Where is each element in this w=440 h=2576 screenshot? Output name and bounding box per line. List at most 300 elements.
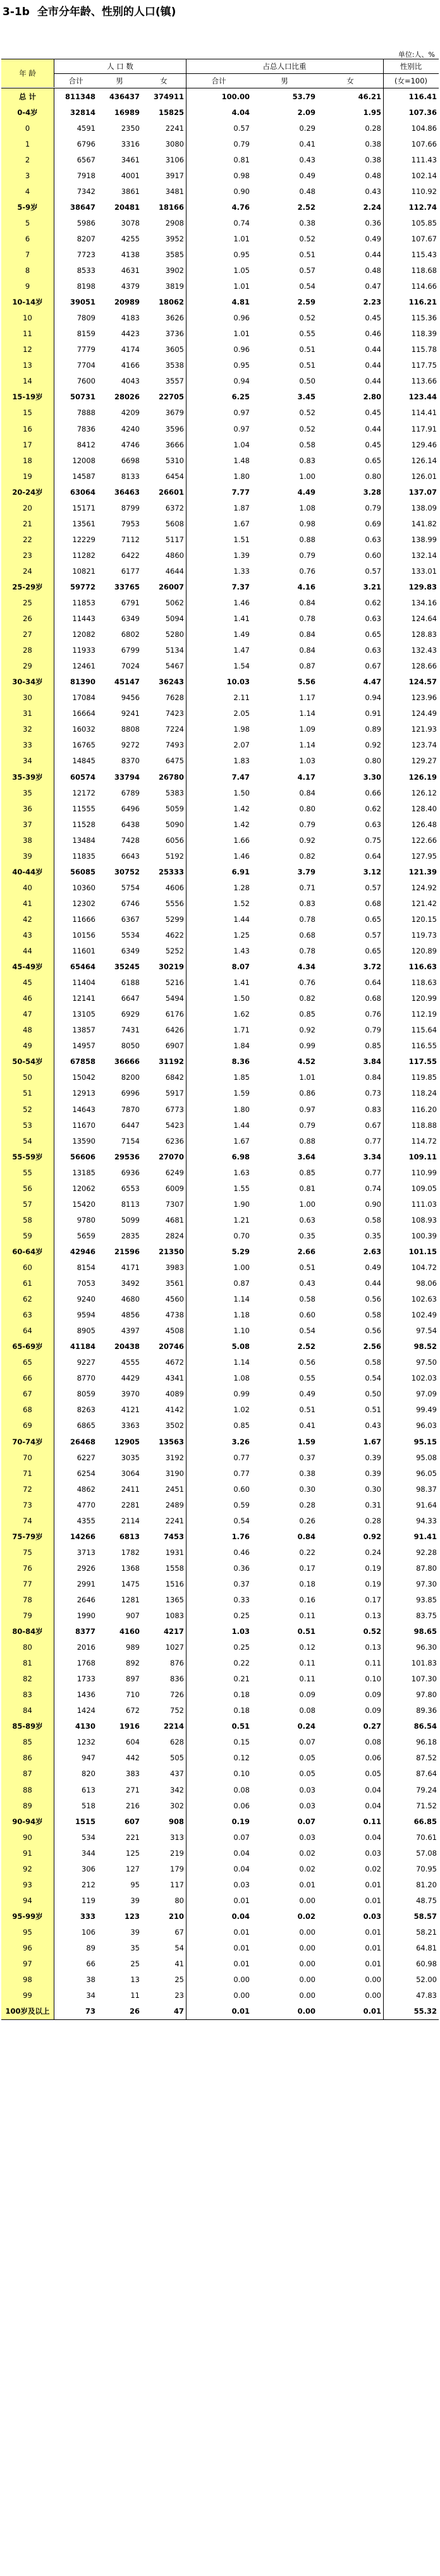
cell-pop-female: 313 xyxy=(170,1832,184,1842)
cell-pop-female: 2451 xyxy=(165,1484,184,1494)
cell-pop-female: 4738 xyxy=(165,1310,184,1320)
cell-prop-male: 0.78 xyxy=(299,946,315,956)
table-row xyxy=(1,1291,439,1307)
cell-pop-total: 7836 xyxy=(76,424,95,433)
cell-sex-ratio: 129.46 xyxy=(411,440,437,449)
cell-prop-total: 1.84 xyxy=(233,1041,250,1051)
cell-pop-total: 8905 xyxy=(76,1326,95,1336)
cell-prop-male: 0.71 xyxy=(299,883,315,892)
row-age-label: 68 xyxy=(1,1402,54,1418)
cell-prop-female: 0.63 xyxy=(365,614,381,624)
cell-pop-female: 752 xyxy=(170,1706,184,1715)
cell-sex-ratio: 132.14 xyxy=(411,550,437,560)
cell-prop-total: 5.08 xyxy=(231,1342,250,1351)
row-age-label: 30 xyxy=(1,690,54,706)
cell-prop-total: 1.00 xyxy=(233,1262,250,1272)
table-row xyxy=(1,1513,439,1528)
row-age-label: 14 xyxy=(1,373,54,389)
cell-pop-total: 1424 xyxy=(76,1706,95,1715)
cell-prop-total: 1.18 xyxy=(233,1310,250,1320)
cell-prop-total: 1.44 xyxy=(233,1120,250,1130)
cell-sex-ratio: 97.80 xyxy=(416,1690,437,1700)
cell-prop-female: 0.80 xyxy=(365,471,381,481)
cell-prop-male: 0.55 xyxy=(299,1374,315,1383)
cell-pop-female: 5192 xyxy=(165,851,184,861)
table-row xyxy=(1,231,439,246)
cell-pop-total: 16032 xyxy=(72,725,95,734)
cell-pop-female: 54 xyxy=(174,1944,184,1952)
cell-prop-female: 4.47 xyxy=(363,677,381,687)
cell-prop-total: 1.50 xyxy=(233,994,250,1003)
cell-sex-ratio: 133.01 xyxy=(411,566,437,576)
table-body xyxy=(1,88,439,2019)
row-age-label: 72 xyxy=(1,1481,54,1497)
cell-pop-total: 13185 xyxy=(72,1168,95,1177)
cell-pop-female: 6842 xyxy=(165,1073,184,1082)
cell-pop-male: 6438 xyxy=(121,819,140,829)
cell-prop-female: 0.28 xyxy=(365,1516,381,1525)
cell-pop-female: 437 xyxy=(170,1769,184,1779)
cell-prop-total: 0.22 xyxy=(233,1659,250,1668)
cell-sex-ratio: 138.99 xyxy=(411,535,437,544)
cell-prop-male: 0.97 xyxy=(299,1104,315,1114)
cell-pop-male: 4166 xyxy=(121,361,140,370)
row-age-label: 95 xyxy=(1,1924,54,1940)
row-age-label: 15 xyxy=(1,405,54,421)
cell-prop-female: 0.19 xyxy=(365,1563,381,1573)
cell-pop-total: 306 xyxy=(82,1864,95,1873)
row-age-label: 13 xyxy=(1,358,54,373)
cell-prop-male: 0.41 xyxy=(299,139,315,148)
table-row xyxy=(1,1687,439,1703)
cell-pop-female: 30219 xyxy=(158,962,184,972)
cell-prop-female: 0.09 xyxy=(365,1706,381,1715)
cell-prop-female: 0.36 xyxy=(365,218,381,227)
cell-pop-female: 25 xyxy=(174,1975,184,1985)
cell-pop-male: 4240 xyxy=(121,424,140,433)
table-row xyxy=(1,136,439,152)
cell-prop-male: 4.16 xyxy=(297,582,315,591)
row-age-label: 45-49岁 xyxy=(1,959,54,975)
table-row xyxy=(1,1054,439,1070)
cell-pop-total: 17084 xyxy=(72,693,95,703)
cell-sex-ratio: 116.21 xyxy=(408,298,437,307)
cell-pop-female: 5299 xyxy=(165,914,184,924)
cell-prop-male: 0.84 xyxy=(299,788,315,797)
population-table xyxy=(1,59,439,2019)
cell-pop-male: 6936 xyxy=(121,1168,140,1177)
cell-pop-male: 4171 xyxy=(121,1262,140,1272)
cell-prop-female: 0.05 xyxy=(365,1769,381,1779)
cell-sex-ratio: 96.03 xyxy=(416,1421,437,1430)
cell-prop-total: 1.47 xyxy=(233,646,250,655)
cell-prop-female: 3.30 xyxy=(363,772,381,782)
cell-pop-total: 3713 xyxy=(76,1547,95,1557)
cell-prop-male: 0.88 xyxy=(299,1136,315,1146)
cell-prop-total: 0.03 xyxy=(233,1880,250,1889)
table-row xyxy=(1,864,439,880)
cell-pop-male: 1368 xyxy=(121,1563,140,1573)
cell-prop-total: 0.77 xyxy=(233,1453,250,1462)
row-age-label: 5-9岁 xyxy=(1,199,54,215)
cell-prop-male: 0.05 xyxy=(299,1753,315,1763)
cell-prop-male: 2.66 xyxy=(297,1247,315,1256)
cell-prop-female: 0.54 xyxy=(365,1374,381,1383)
cell-prop-male: 0.99 xyxy=(299,1041,315,1051)
cell-prop-female: 0.92 xyxy=(363,1532,381,1541)
cell-pop-total: 11443 xyxy=(72,614,95,624)
header-age: 年 龄 xyxy=(1,59,54,87)
row-age-label: 11 xyxy=(1,326,54,342)
cell-pop-female: 31192 xyxy=(158,1057,184,1067)
cell-pop-male: 607 xyxy=(124,1817,140,1826)
cell-prop-total: 1.01 xyxy=(233,234,250,243)
cell-prop-total: 1.46 xyxy=(233,598,250,608)
cell-prop-total: 1.03 xyxy=(231,1627,250,1636)
table-row xyxy=(1,1007,439,1022)
cell-prop-total: 0.99 xyxy=(233,1389,250,1399)
cell-prop-total: 100.00 xyxy=(221,92,250,101)
cell-pop-male: 39 xyxy=(130,1927,140,1937)
cell-pop-female: 4217 xyxy=(163,1627,184,1636)
cell-pop-female: 342 xyxy=(170,1785,184,1794)
cell-prop-female: 2.56 xyxy=(363,1342,381,1351)
table-row xyxy=(1,405,439,421)
table-row xyxy=(1,658,439,674)
cell-pop-male: 4397 xyxy=(121,1326,140,1336)
cell-prop-male: 0.58 xyxy=(299,440,315,449)
table-row xyxy=(1,1766,439,1782)
row-age-label: 26 xyxy=(1,611,54,627)
cell-prop-total: 0.01 xyxy=(233,1944,250,1952)
cell-prop-male: 0.00 xyxy=(299,1959,315,1969)
cell-pop-male: 6496 xyxy=(121,804,140,813)
cell-sex-ratio: 121.39 xyxy=(408,867,437,876)
cell-prop-female: 0.58 xyxy=(365,1310,381,1320)
cell-prop-total: 1.50 xyxy=(233,788,250,797)
header-row-1 xyxy=(1,59,439,78)
cell-pop-female: 13563 xyxy=(158,1437,184,1446)
cell-prop-male: 0.92 xyxy=(299,835,315,845)
cell-pop-female: 6907 xyxy=(165,1041,184,1051)
table-row xyxy=(1,674,439,690)
cell-prop-male: 0.09 xyxy=(299,1690,315,1700)
row-age-label: 5 xyxy=(1,215,54,231)
cell-pop-female: 26007 xyxy=(158,582,184,591)
cell-sex-ratio: 91.64 xyxy=(416,1500,437,1509)
table-row xyxy=(1,1117,439,1133)
cell-prop-female: 0.63 xyxy=(365,535,381,544)
cell-pop-total: 1768 xyxy=(76,1659,95,1668)
cell-pop-female: 7628 xyxy=(165,693,184,703)
cell-pop-male: 35245 xyxy=(114,962,140,972)
table-row xyxy=(1,1560,439,1576)
cell-prop-male: 0.76 xyxy=(299,978,315,988)
cell-pop-female: 47 xyxy=(173,2007,184,2016)
cell-prop-male: 0.49 xyxy=(299,1389,315,1399)
cell-prop-male: 0.52 xyxy=(299,424,315,433)
header-population: 人 口 数 xyxy=(107,62,133,71)
row-age-label: 39 xyxy=(1,848,54,864)
cell-prop-total: 1.05 xyxy=(233,266,250,275)
cell-pop-male: 383 xyxy=(126,1769,140,1779)
cell-prop-female: 3.84 xyxy=(363,1057,381,1067)
cell-pop-male: 3078 xyxy=(121,218,140,227)
row-age-label: 40 xyxy=(1,880,54,895)
row-age-label: 70 xyxy=(1,1449,54,1465)
header-prop-total: 合计 xyxy=(211,76,226,85)
cell-pop-female: 5310 xyxy=(165,456,184,465)
row-age-label: 79 xyxy=(1,1608,54,1624)
row-age-label: 8 xyxy=(1,263,54,279)
header-prop-female: 女 xyxy=(346,76,354,85)
table-row xyxy=(1,104,439,120)
cell-pop-female: 374911 xyxy=(153,92,184,101)
cell-pop-male: 6349 xyxy=(121,946,140,956)
cell-sex-ratio: 126.48 xyxy=(411,819,437,829)
cell-pop-male: 7154 xyxy=(121,1136,140,1146)
cell-prop-female: 0.01 xyxy=(365,1880,381,1889)
cell-pop-female: 1558 xyxy=(165,1563,184,1573)
cell-pop-total: 13484 xyxy=(72,835,95,845)
cell-pop-total: 89 xyxy=(86,1944,95,1952)
cell-prop-male: 0.37 xyxy=(299,1453,315,1462)
table-row xyxy=(1,563,439,579)
cell-sex-ratio: 129.83 xyxy=(408,582,437,591)
cell-prop-male: 1.08 xyxy=(299,503,315,512)
cell-pop-male: 13 xyxy=(130,1975,140,1985)
cell-sex-ratio: 121.93 xyxy=(411,725,437,734)
header-pop-male: 男 xyxy=(116,76,123,85)
cell-prop-female: 0.13 xyxy=(365,1643,381,1652)
cell-sex-ratio: 119.85 xyxy=(411,1073,437,1082)
cell-pop-female: 22705 xyxy=(158,392,184,402)
cell-sex-ratio: 98.65 xyxy=(413,1627,437,1636)
cell-pop-male: 4555 xyxy=(121,1358,140,1367)
table-row xyxy=(1,722,439,737)
table-row xyxy=(1,1149,439,1164)
cell-prop-total: 0.18 xyxy=(233,1706,250,1715)
cell-sex-ratio: 102.14 xyxy=(411,171,437,180)
cell-prop-male: 0.12 xyxy=(299,1643,315,1652)
cell-prop-female: 0.69 xyxy=(365,519,381,528)
cell-prop-female: 0.56 xyxy=(365,1326,381,1336)
cell-sex-ratio: 120.15 xyxy=(411,914,437,924)
row-age-label: 66 xyxy=(1,1370,54,1386)
table-row xyxy=(1,358,439,373)
cell-pop-male: 2411 xyxy=(121,1484,140,1494)
table-row xyxy=(1,1845,439,1861)
cell-pop-total: 56085 xyxy=(70,867,95,876)
cell-sex-ratio: 108.93 xyxy=(411,1215,437,1225)
cell-pop-total: 7918 xyxy=(76,171,95,180)
cell-prop-female: 2.63 xyxy=(363,1247,381,1256)
cell-pop-total: 820 xyxy=(82,1769,95,1779)
cell-prop-total: 1.01 xyxy=(233,329,250,339)
cell-pop-female: 5280 xyxy=(165,630,184,639)
cell-sex-ratio: 109.11 xyxy=(408,1152,437,1161)
cell-pop-male: 2281 xyxy=(121,1500,140,1509)
cell-prop-male: 0.11 xyxy=(299,1659,315,1668)
table-row xyxy=(1,531,439,547)
table-row xyxy=(1,1924,439,1940)
cell-prop-total: 0.36 xyxy=(233,1563,250,1573)
cell-prop-female: 0.02 xyxy=(365,1864,381,1873)
cell-pop-female: 2489 xyxy=(165,1500,184,1509)
cell-prop-female: 0.56 xyxy=(365,1295,381,1304)
cell-sex-ratio: 91.41 xyxy=(413,1532,437,1541)
cell-sex-ratio: 123.96 xyxy=(411,693,437,703)
cell-pop-male: 1782 xyxy=(121,1547,140,1557)
cell-pop-total: 518 xyxy=(82,1801,95,1810)
cell-pop-male: 1281 xyxy=(121,1595,140,1604)
cell-pop-female: 27070 xyxy=(158,1152,184,1161)
table-row xyxy=(1,547,439,563)
cell-pop-female: 4142 xyxy=(165,1405,184,1415)
cell-prop-total: 0.33 xyxy=(233,1595,250,1604)
table-row xyxy=(1,1070,439,1085)
cell-prop-male: 0.55 xyxy=(299,329,315,339)
cell-prop-male: 0.02 xyxy=(297,1911,315,1921)
row-age-label: 93 xyxy=(1,1877,54,1892)
cell-pop-total: 11933 xyxy=(72,646,95,655)
cell-pop-male: 442 xyxy=(126,1753,140,1763)
cell-pop-female: 6773 xyxy=(165,1104,184,1114)
cell-pop-total: 4591 xyxy=(76,123,95,133)
cell-pop-male: 3064 xyxy=(121,1468,140,1478)
cell-prop-male: 0.80 xyxy=(299,804,315,813)
cell-sex-ratio: 58.57 xyxy=(413,1911,437,1921)
cell-pop-female: 2908 xyxy=(165,218,184,227)
table-row xyxy=(1,120,439,136)
cell-prop-male: 0.54 xyxy=(299,282,315,291)
cell-prop-female: 0.17 xyxy=(365,1595,381,1604)
cell-pop-female: 5917 xyxy=(165,1089,184,1098)
cell-pop-female: 5094 xyxy=(165,614,184,624)
cell-sex-ratio: 124.64 xyxy=(411,614,437,624)
cell-prop-male: 4.52 xyxy=(297,1057,315,1067)
cell-prop-total: 1.62 xyxy=(233,1010,250,1019)
cell-pop-female: 179 xyxy=(170,1864,184,1873)
cell-pop-total: 8770 xyxy=(76,1374,95,1383)
row-age-label: 2 xyxy=(1,152,54,167)
row-age-label: 94 xyxy=(1,1892,54,1908)
cell-sex-ratio: 87.52 xyxy=(416,1753,437,1763)
cell-pop-female: 7453 xyxy=(163,1532,184,1541)
cell-pop-total: 344 xyxy=(82,1848,95,1858)
cell-pop-female: 3736 xyxy=(165,329,184,339)
cell-prop-male: 0.79 xyxy=(299,1120,315,1130)
cell-prop-total: 8.36 xyxy=(231,1057,250,1067)
row-age-label: 83 xyxy=(1,1687,54,1703)
cell-prop-female: 0.67 xyxy=(365,1120,381,1130)
cell-pop-male: 5099 xyxy=(121,1215,140,1225)
cell-prop-total: 0.59 xyxy=(233,1500,250,1509)
cell-sex-ratio: 87.64 xyxy=(416,1769,437,1779)
cell-prop-total: 4.81 xyxy=(231,298,250,307)
table-row xyxy=(1,737,439,753)
row-age-label: 56 xyxy=(1,1180,54,1196)
cell-pop-male: 6647 xyxy=(121,994,140,1003)
cell-prop-male: 0.29 xyxy=(299,123,315,133)
cell-prop-female: 0.74 xyxy=(365,1183,381,1193)
cell-pop-male: 3461 xyxy=(121,155,140,164)
cell-sex-ratio: 81.20 xyxy=(416,1880,437,1889)
cell-pop-total: 8059 xyxy=(76,1389,95,1399)
cell-prop-total: 0.87 xyxy=(233,1279,250,1288)
row-age-label: 97 xyxy=(1,1956,54,1972)
cell-prop-male: 0.02 xyxy=(299,1864,315,1873)
table-row xyxy=(1,1259,439,1275)
cell-pop-total: 6227 xyxy=(76,1453,95,1462)
row-age-label: 32 xyxy=(1,722,54,737)
table-row xyxy=(1,2004,439,2019)
cell-prop-male: 0.83 xyxy=(299,898,315,908)
cell-prop-male: 0.38 xyxy=(299,1468,315,1478)
cell-prop-female: 0.47 xyxy=(365,282,381,291)
cell-sex-ratio: 121.42 xyxy=(411,898,437,908)
cell-sex-ratio: 92.28 xyxy=(416,1547,437,1557)
cell-prop-male: 1.17 xyxy=(299,693,315,703)
cell-sex-ratio: 132.43 xyxy=(411,646,437,655)
cell-pop-total: 7342 xyxy=(76,186,95,196)
cell-prop-total: 0.51 xyxy=(231,1722,250,1731)
cell-pop-total: 7779 xyxy=(76,345,95,354)
cell-prop-male: 0.22 xyxy=(299,1547,315,1557)
row-age-label: 29 xyxy=(1,658,54,674)
cell-prop-female: 0.89 xyxy=(365,725,381,734)
cell-prop-male: 3.45 xyxy=(297,392,315,402)
cell-pop-male: 36463 xyxy=(114,487,140,497)
cell-pop-female: 20746 xyxy=(158,1342,184,1351)
cell-prop-male: 0.78 xyxy=(299,914,315,924)
row-age-label: 9 xyxy=(1,279,54,294)
cell-prop-female: 0.00 xyxy=(365,1991,381,2000)
cell-prop-female: 0.35 xyxy=(365,1231,381,1240)
cell-pop-female: 6236 xyxy=(165,1136,184,1146)
cell-pop-male: 28026 xyxy=(114,392,140,402)
cell-prop-male: 0.35 xyxy=(299,1231,315,1240)
cell-pop-male: 35 xyxy=(130,1944,140,1952)
cell-pop-female: 6454 xyxy=(165,471,184,481)
cell-prop-total: 0.07 xyxy=(233,1832,250,1842)
table-row xyxy=(1,991,439,1007)
cell-pop-male: 271 xyxy=(126,1785,140,1794)
cell-sex-ratio: 124.92 xyxy=(411,883,437,892)
cell-prop-female: 0.58 xyxy=(365,1358,381,1367)
cell-pop-total: 7704 xyxy=(76,361,95,370)
row-age-label: 33 xyxy=(1,737,54,753)
cell-prop-total: 1.76 xyxy=(231,1532,250,1541)
row-age-label: 77 xyxy=(1,1576,54,1592)
cell-pop-female: 67 xyxy=(174,1927,184,1937)
cell-prop-male: 0.88 xyxy=(299,535,315,544)
cell-sex-ratio: 116.20 xyxy=(411,1104,437,1114)
cell-pop-total: 9240 xyxy=(76,1295,95,1304)
cell-prop-female: 3.21 xyxy=(363,582,381,591)
row-age-label: 50-54岁 xyxy=(1,1054,54,1070)
cell-prop-female: 0.63 xyxy=(365,819,381,829)
cell-prop-female: 0.31 xyxy=(365,1500,381,1509)
row-age-label: 91 xyxy=(1,1845,54,1861)
cell-pop-female: 3192 xyxy=(165,1453,184,1462)
cell-prop-male: 0.82 xyxy=(299,994,315,1003)
cell-pop-male: 7024 xyxy=(121,662,140,671)
cell-prop-female: 0.57 xyxy=(365,566,381,576)
cell-pop-total: 2016 xyxy=(76,1643,95,1652)
row-age-label: 31 xyxy=(1,706,54,722)
cell-pop-total: 8207 xyxy=(76,234,95,243)
